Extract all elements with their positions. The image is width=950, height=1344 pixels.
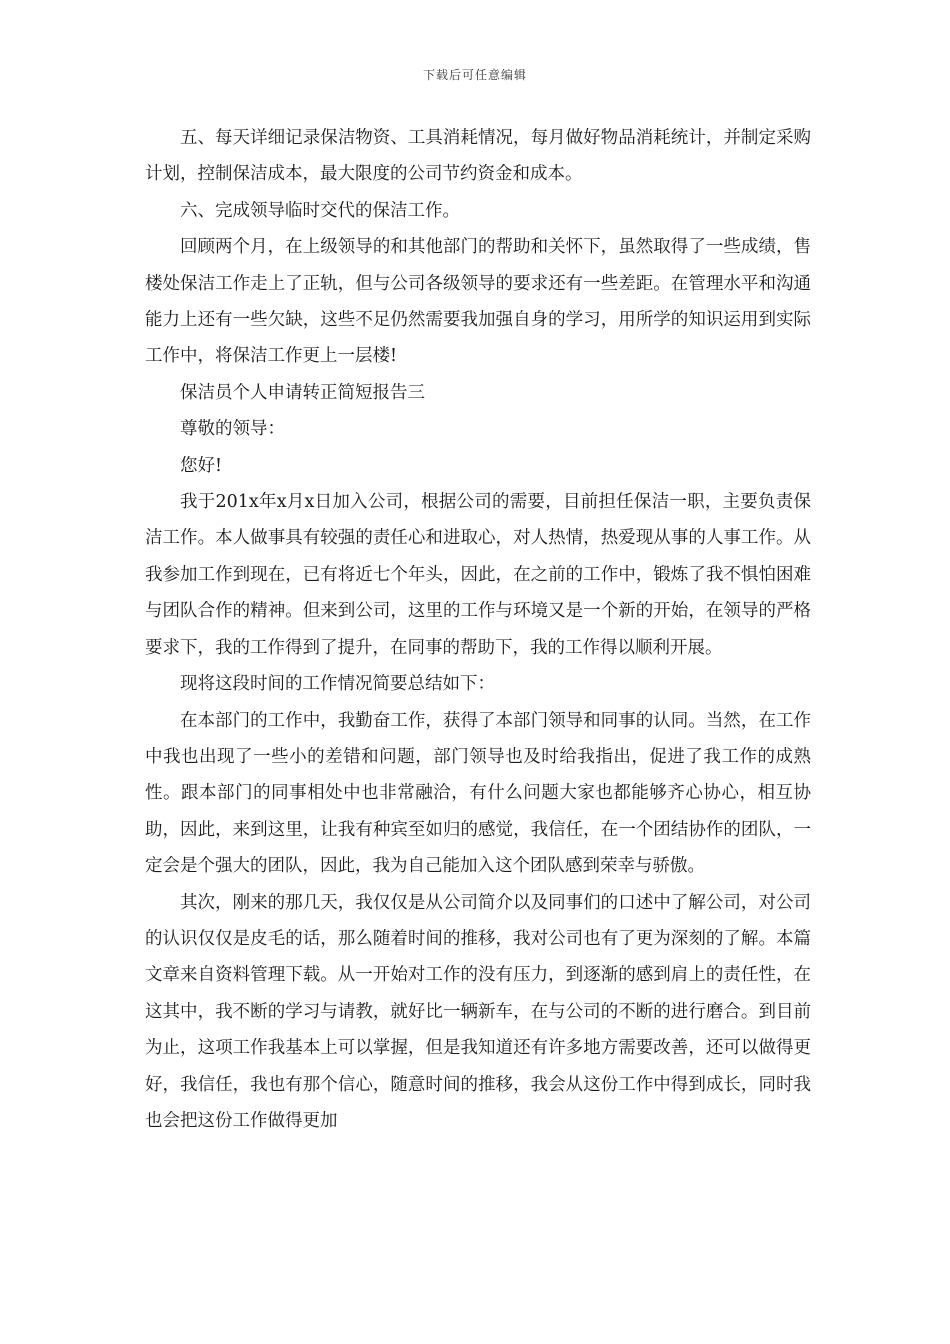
page-header: 下载后可任意编辑 bbox=[422, 68, 527, 82]
paragraph-summary-lead: 现将这段时间的工作情况简要总结如下： bbox=[180, 674, 495, 695]
paragraph-item-6: 六、完成领导临时交代的保洁工作。 bbox=[180, 200, 460, 221]
paragraph-department: 在本部门的工作中，我勤奋工作，获得了本部门领导和同事的认同。当然，在工作中我也出现了一些小的差错和问题，部门领导也及时给我指出，促进了我工作的成熟性。跟本部门的同事相处中也非常融洽，有什么问题大家也都能够齐心协心，相互协助，因此，来到这里，让我有种宾至如归的感觉，我信任，在一个团结协作的团队，一定会是个强大的团队，因此，我为自己能加入这个团队感到荣幸与骄傲。 bbox=[145, 710, 811, 877]
paragraph-review: 回顾两个月，在上级领导的和其他部门的帮助和关怀下，虽然取得了一些成绩，售楼处保洁工作走上了正轨，但与公司各级领导的要求还有一些差距。在管理水平和沟通能力上还有一些欠缺，这些不足仍然需要我加强自身的学习，用所学的知识运用到实际工作中，将保洁工作更上一层楼! bbox=[145, 237, 811, 367]
salutation: 尊敬的领导： bbox=[180, 419, 285, 440]
greeting: 您好! bbox=[180, 455, 223, 476]
document-body bbox=[145, 120, 811, 1139]
paragraph-item-5: 五、每天详细记录保洁物资、工具消耗情况，每月做好物品消耗统计，并制定采购计划，控制保洁成本，最大限度的公司节约资金和成本。 bbox=[145, 128, 811, 185]
paragraph-secondly: 其次，刚来的那几天，我仅仅是从公司简介以及同事们的口述中了解公司，对公司的认识仅仅是皮毛的话，那么随着时间的推移，我对公司也有了更为深刻的了解。本篇文章来自资料管理下载。从一开始对工作的没有压力，到逐渐的感到肩上的责任性，在这其中，我不断的学习与请教，就好比一辆新车，在与公司的不断的进行磨合。到目前为止，这项工作我基本上可以掌握，但是我知道还有许多地方需要改善，还可以做得更好，我信任，我也有那个信心，随意时间的推移，我会从这份工作中得到成长，同时我也会把这份工作做得更加 bbox=[145, 892, 811, 1131]
section-title: 保洁员个人申请转正简短报告三 bbox=[180, 382, 425, 403]
paragraph-intro: 我于201x年x月x日加入公司，根据公司的需要，目前担任保洁一职，主要负责保洁工作。本人做事具有较强的责任心和进取心，对人热情，热爱现从事的人事工作。从我参加工作到现在，已有将近七个年头，因此，在之前的工作中，锻炼了我不惧怕困难与团队合作的精神。但来到公司，这里的工作与环境又是一个新的开始，在领导的严格要求下，我的工作得到了提升，在同事的帮助下，我的工作得以顺利开展。 bbox=[145, 492, 811, 658]
